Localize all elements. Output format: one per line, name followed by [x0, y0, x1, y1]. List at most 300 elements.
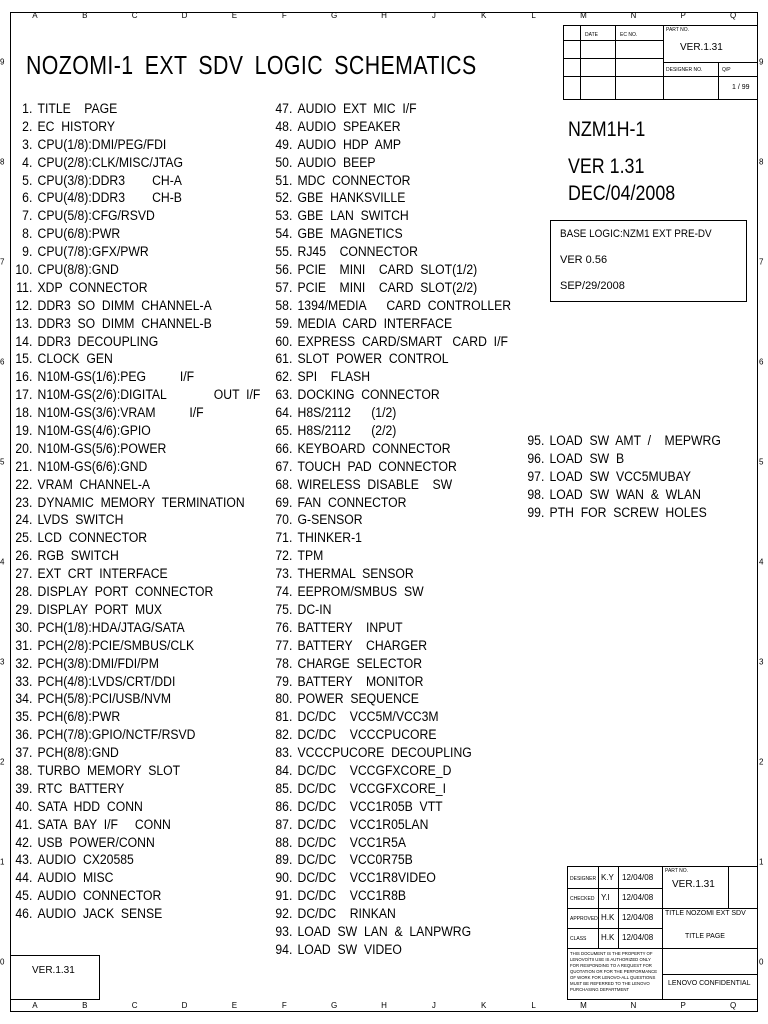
index-number: 60.: [275, 333, 293, 350]
index-text: N10M-GS(3/6):VRAM I/F: [37, 405, 204, 422]
index-entry: [10, 316, 260, 334]
ruler-number: 9: [0, 57, 5, 67]
index-text: SLOT POWER CONTROL: [297, 351, 449, 368]
index-entry: [10, 405, 260, 423]
index-entry: [10, 888, 260, 906]
index-entry: [270, 835, 511, 853]
index-entry: [10, 387, 260, 405]
index-text: TPM: [297, 548, 324, 565]
index-entry: [10, 477, 260, 495]
index-number: 24.: [15, 512, 33, 529]
index-entry: [10, 208, 260, 226]
ruler-letter: E: [231, 11, 238, 20]
header-sheet-label: Q/P: [722, 67, 731, 73]
index-text: VCCCPUCORE DECOUPLING: [297, 745, 472, 762]
index-text: CPU(5/8):CFG/RSVD: [37, 208, 155, 225]
index-entry: [10, 459, 260, 477]
confidential-label: LENOVO CONFIDENTIAL: [668, 980, 751, 987]
index-number: 4.: [22, 154, 33, 171]
index-text: EXT CRT INTERFACE: [37, 566, 168, 583]
index-text: DC/DC VCC1R05B VTT: [297, 798, 443, 815]
index-number: 13.: [15, 315, 33, 332]
index-number: 94.: [275, 941, 293, 958]
index-number: 23.: [15, 494, 33, 511]
index-number: 44.: [15, 870, 33, 887]
ruler-letter: F: [281, 11, 287, 20]
approved-label: APPROVED: [570, 916, 598, 922]
index-text: AUDIO EXT MIC I/F: [297, 101, 417, 117]
ruler-letter: N: [630, 11, 637, 20]
index-entry: [270, 691, 511, 709]
index-text: PCH(8/8):GND: [37, 745, 119, 762]
ruler-number: 7: [759, 257, 764, 267]
project-date: DEC/04/2008: [568, 182, 676, 205]
index-text: PCH(3/8):DMI/FDI/PM: [37, 655, 159, 672]
ruler-letter: J: [431, 11, 436, 20]
index-text: DISPLAY PORT CONNECTOR: [37, 584, 214, 601]
index-text: DC/DC VCCGFXCORE_D: [297, 762, 452, 779]
index-text: DC/DC VCCCPUCORE: [297, 727, 437, 744]
ruler-letter: C: [131, 1001, 138, 1010]
index-entry: [10, 173, 260, 191]
index-entry: [270, 745, 511, 763]
index-entry: [10, 906, 260, 924]
index-text: RGB SWITCH: [37, 548, 119, 565]
index-entry: [10, 781, 260, 799]
ruler-number: 3: [0, 657, 5, 667]
index-entry: [270, 584, 511, 602]
index-entry: [10, 298, 260, 316]
index-text: PCH(5/8):PCI/USB/NVM: [37, 691, 172, 708]
index-number: 52.: [275, 190, 293, 207]
index-number: 2.: [22, 118, 33, 135]
index-text: DC/DC RINKAN: [297, 906, 396, 923]
ruler-letter: P: [680, 11, 686, 20]
index-number: 47.: [275, 101, 293, 117]
index-text: N10M-GS(1/6):PEG I/F: [37, 369, 195, 386]
ruler-number: 5: [759, 457, 764, 467]
index-text: USB POWER/CONN: [37, 834, 155, 851]
index-number: 71.: [275, 530, 293, 547]
class-date: 12/04/08: [622, 933, 654, 942]
index-entry: [270, 244, 511, 262]
index-number: 66.: [275, 440, 293, 457]
checked-label: CHECKED: [570, 896, 595, 902]
index-number: 5.: [22, 172, 33, 189]
index-number: 33.: [15, 673, 33, 690]
ruler-letter: F: [281, 1001, 287, 1010]
index-number: 62.: [275, 369, 293, 386]
index-entry: [270, 155, 511, 173]
designer-initials: K.Y: [601, 873, 614, 882]
index-entry: [10, 835, 260, 853]
index-number: 93.: [275, 923, 293, 940]
index-text: AUDIO JACK SENSE: [37, 906, 163, 923]
designer-date: 12/04/08: [622, 873, 654, 882]
index-text: DC/DC VCCGFXCORE_I: [297, 780, 446, 797]
index-entry: [10, 566, 260, 584]
project-name: NZM1H-1: [568, 118, 646, 141]
index-entry: [270, 602, 511, 620]
index-text: N10M-GS(2/6):DIGITAL OUT I/F: [37, 387, 261, 404]
index-number: 37.: [15, 745, 33, 762]
index-entry: [270, 638, 511, 656]
index-text: 1394/MEDIA CARD CONTROLLER: [297, 297, 512, 314]
index-number: 99.: [527, 504, 545, 521]
index-entry: [10, 817, 260, 835]
ruler-letter: E: [231, 1001, 238, 1010]
drawing-page-title: TITLE PAGE: [685, 933, 725, 940]
index-entry: [270, 101, 511, 119]
index-text: MDC CONNECTOR: [297, 172, 411, 189]
index-number: 91.: [275, 888, 293, 905]
index-text: CPU(6/8):PWR: [37, 226, 121, 243]
index-text: DYNAMIC MEMORY TERMINATION: [37, 494, 245, 511]
index-entry: [522, 487, 721, 505]
index-number: 48.: [275, 118, 293, 135]
index-text: CHARGE SELECTOR: [297, 655, 423, 672]
index-entry: [270, 226, 511, 244]
index-entry: [270, 530, 511, 548]
header-designer-label: DESIGNER NO.: [666, 67, 703, 73]
index-entry: [270, 799, 511, 817]
base-logic-line3: SEP/29/2008: [560, 280, 625, 292]
index-entry: [270, 119, 511, 137]
index-number: 40.: [15, 798, 33, 815]
index-entry: [270, 459, 511, 477]
index-entry: [10, 584, 260, 602]
index-number: 87.: [275, 816, 293, 833]
index-number: 17.: [15, 387, 33, 404]
ruler-letter: B: [82, 1001, 88, 1010]
index-number: 63.: [275, 387, 293, 404]
index-text: SATA BAY I/F CONN: [37, 816, 171, 833]
index-number: 22.: [15, 476, 33, 493]
index-text: CPU(4/8):DDR3 CH-B: [37, 190, 182, 207]
index-entry: [10, 638, 260, 656]
index-text: BATTERY CHARGER: [297, 637, 428, 654]
index-text: CPU(1/8):DMI/PEG/FDI: [37, 136, 167, 153]
index-number: 15.: [15, 351, 33, 368]
ruler-number: 1: [759, 857, 764, 867]
index-text: SATA HDD CONN: [37, 798, 143, 815]
index-number: 27.: [15, 566, 33, 583]
index-text: DC/DC VCC1R8B: [297, 888, 407, 905]
index-text: PCH(1/8):HDA/JTAG/SATA: [37, 619, 185, 636]
index-entry: [270, 405, 511, 423]
index-number: 39.: [15, 780, 33, 797]
index-number: 58.: [275, 297, 293, 314]
index-number: 7.: [22, 208, 33, 225]
index-number: 42.: [15, 834, 33, 851]
index-number: 74.: [275, 584, 293, 601]
index-entry: [10, 656, 260, 674]
index-text: THINKER-1: [297, 530, 362, 547]
index-number: 79.: [275, 673, 293, 690]
index-text: CPU(8/8):GND: [37, 262, 119, 279]
index-number: 8.: [22, 226, 33, 243]
index-number: 95.: [527, 433, 545, 449]
ruler-number: 8: [0, 157, 5, 167]
base-logic-line2: VER 0.56: [560, 254, 608, 266]
index-text: LCD CONNECTOR: [37, 530, 148, 547]
index-number: 75.: [275, 601, 293, 618]
index-entry: [10, 674, 260, 692]
index-text: MEDIA CARD INTERFACE: [297, 315, 453, 332]
ruler-number: 8: [759, 157, 764, 167]
index-number: 56.: [275, 262, 293, 279]
ruler-number: 4: [0, 557, 5, 567]
index-text: AUDIO HDP AMP: [297, 136, 402, 153]
index-number: 16.: [15, 369, 33, 386]
index-number: 92.: [275, 906, 293, 923]
index-entry: [10, 548, 260, 566]
index-number: 78.: [275, 655, 293, 672]
index-number: 43.: [15, 852, 33, 869]
header-date-label: DATE: [585, 32, 598, 38]
index-text: DC/DC VCC1R8VIDEO: [297, 870, 436, 887]
index-entry: [10, 691, 260, 709]
index-entry: [10, 119, 260, 137]
index-number: 83.: [275, 745, 293, 762]
ruler-letter: J: [431, 1001, 436, 1010]
index-entry: [270, 906, 511, 924]
index-entry: [10, 101, 260, 119]
index-text: LOAD SW VCC5MUBAY: [549, 468, 691, 485]
index-number: 96.: [527, 450, 545, 467]
index-text: EXPRESS CARD/SMART CARD I/F: [297, 333, 508, 350]
index-text: AUDIO CX20585: [37, 852, 134, 869]
bottom-ruler: [10, 1000, 758, 1012]
index-text: POWER SEQUENCE: [297, 691, 419, 708]
index-number: 26.: [15, 548, 33, 565]
index-number: 29.: [15, 601, 33, 618]
index-entry: [270, 262, 511, 280]
index-entry: [270, 817, 511, 835]
index-text: CLOCK GEN: [37, 351, 113, 368]
index-text: DC/DC VCC0R75B: [297, 852, 413, 869]
index-entry: [270, 316, 511, 334]
index-text: DDR3 DECOUPLING: [37, 333, 159, 350]
index-number: 53.: [275, 208, 293, 225]
index-number: 25.: [15, 530, 33, 547]
index-text: EC HISTORY: [37, 118, 116, 135]
index-entry: [270, 495, 511, 513]
index-text: BATTERY MONITOR: [297, 673, 424, 690]
index-entry: [10, 262, 260, 280]
index-entry: [522, 469, 721, 487]
index-entry: [10, 190, 260, 208]
class-label: CLASS: [570, 936, 587, 942]
index-number: 82.: [275, 727, 293, 744]
index-text: N10M-GS(6/6):GND: [37, 458, 148, 475]
index-entry: [270, 387, 511, 405]
index-text: VRAM CHANNEL-A: [37, 476, 151, 493]
index-text: THERMAL SENSOR: [297, 566, 414, 583]
checked-date: 12/04/08: [622, 893, 654, 902]
index-number: 6.: [22, 190, 33, 207]
index-number: 89.: [275, 852, 293, 869]
index-text: BATTERY INPUT: [297, 619, 403, 636]
left-ruler: [0, 12, 10, 1012]
index-column-1: [10, 101, 301, 924]
index-text: LVDS SWITCH: [37, 512, 124, 529]
index-text: CPU(3/8):DDR3 CH-A: [37, 172, 182, 189]
page-title: NOZOMI-1 EXT SDV LOGIC SCHEMATICS: [26, 50, 477, 80]
ruler-letter: Q: [729, 11, 737, 20]
index-text: LOAD SW LAN & LANPWRG: [297, 923, 472, 940]
ruler-letter: D: [181, 11, 188, 20]
index-number: 55.: [275, 244, 293, 261]
ruler-letter: H: [381, 1001, 387, 1010]
ruler-letter: P: [680, 1001, 686, 1010]
index-number: 50.: [275, 154, 293, 171]
index-number: 98.: [527, 486, 545, 503]
index-number: 81.: [275, 709, 293, 726]
index-entry: [270, 441, 511, 459]
index-text: N10M-GS(4/6):GPIO: [37, 423, 151, 440]
index-number: 76.: [275, 619, 293, 636]
ruler-letter: K: [481, 11, 487, 20]
ruler-letter: D: [181, 1001, 188, 1010]
index-text: KEYBOARD CONNECTOR: [297, 440, 451, 457]
index-column-3: [522, 433, 753, 522]
index-entry: [270, 477, 511, 495]
header-version: VER.1.31: [680, 42, 723, 53]
index-text: PCH(2/8):PCIE/SMBUS/CLK: [37, 637, 195, 654]
index-number: 84.: [275, 762, 293, 779]
index-entry: [270, 656, 511, 674]
index-number: 54.: [275, 226, 293, 243]
index-entry: [10, 280, 260, 298]
index-text: PTH FOR SCREW HOLES: [549, 504, 707, 521]
index-text: CPU(2/8):CLK/MISC/JTAG: [37, 154, 184, 171]
index-number: 41.: [15, 816, 33, 833]
index-entry: [10, 745, 260, 763]
ruler-number: 6: [0, 357, 5, 367]
ruler-letter: L: [531, 11, 536, 20]
index-text: FAN CONNECTOR: [297, 494, 407, 511]
ruler-letter: C: [131, 11, 138, 20]
index-text: PCH(4/8):LVDS/CRT/DDI: [37, 673, 176, 690]
ruler-letter: A: [32, 11, 38, 20]
ruler-number: 1: [0, 857, 5, 867]
index-entry: [270, 942, 511, 960]
index-entry: [10, 530, 260, 548]
index-text: PCH(7/8):GPIO/NCTF/RSVD: [37, 727, 196, 744]
index-number: 3.: [22, 136, 33, 153]
index-text: LOAD SW B: [549, 450, 625, 467]
index-entry: [270, 137, 511, 155]
index-number: 64.: [275, 405, 293, 422]
index-text: XDP CONNECTOR: [37, 279, 148, 296]
index-text: WIRELESS DISABLE SW: [297, 476, 453, 493]
index-number: 67.: [275, 458, 293, 475]
index-number: 68.: [275, 476, 293, 493]
index-entry: [522, 451, 721, 469]
index-entry: [270, 208, 511, 226]
ruler-letter: H: [381, 11, 387, 20]
index-number: 36.: [15, 727, 33, 744]
index-text: PCIE MINI CARD SLOT(1/2): [297, 262, 478, 279]
index-number: 70.: [275, 512, 293, 529]
ruler-number: 3: [759, 657, 764, 667]
index-number: 46.: [15, 906, 33, 923]
index-text: SPI FLASH: [297, 369, 371, 386]
index-text: LOAD SW WAN & WLAN: [549, 486, 701, 503]
ruler-letter: G: [331, 1001, 338, 1010]
index-number: 38.: [15, 762, 33, 779]
index-number: 72.: [275, 548, 293, 565]
ruler-number: 0: [0, 957, 5, 967]
index-entry: [270, 870, 511, 888]
index-text: AUDIO SPEAKER: [297, 118, 401, 135]
ruler-letter: L: [531, 1001, 536, 1010]
index-entry: [10, 512, 260, 530]
index-text: N10M-GS(5/6):POWER: [37, 440, 167, 457]
index-entry: [10, 763, 260, 781]
property-notice: THIS DOCUMENT IS THE PROPERTY OF LENOVO/TII USE IS AUTHORIZED ONLY FOR RESPONDING TO A REQUEST FOR QUOTATION OR FOR THE PERFORMANCE OF WORK FOR LENOVO-ALL QUESTIONS MUST BE REFERRED TO THE LENOVO PURCHASING DEPARTMENT: [570, 951, 658, 992]
index-entry: [270, 173, 511, 191]
bottom-left-version: VER.1.31: [32, 965, 75, 976]
index-entry: [10, 441, 260, 459]
index-text: TURBO MEMORY SLOT: [37, 762, 181, 779]
index-text: AUDIO MISC: [37, 870, 114, 887]
index-number: 90.: [275, 870, 293, 887]
index-number: 49.: [275, 136, 293, 153]
index-number: 51.: [275, 172, 293, 189]
index-number: 73.: [275, 566, 293, 583]
index-text: AUDIO BEEP: [297, 154, 376, 171]
index-entry: [10, 226, 260, 244]
index-text: DOCKING CONNECTOR: [297, 387, 440, 404]
ruler-letter: M: [580, 1001, 587, 1010]
index-entry: [270, 423, 511, 441]
index-entry: [10, 602, 260, 620]
approved-date: 12/04/08: [622, 913, 654, 922]
index-number: 32.: [15, 655, 33, 672]
index-number: 88.: [275, 834, 293, 851]
index-text: DC/DC VCC1R5A: [297, 834, 407, 851]
index-entry: [270, 512, 511, 530]
index-number: 21.: [15, 458, 33, 475]
index-entry: [10, 423, 260, 441]
header-partno-label: PART NO.: [666, 27, 690, 33]
index-number: 57.: [275, 279, 293, 296]
ruler-letter: M: [580, 11, 587, 20]
index-number: 80.: [275, 691, 293, 708]
index-number: 30.: [15, 619, 33, 636]
index-text: DDR3 SO DIMM CHANNEL-A: [37, 297, 212, 314]
index-text: DDR3 SO DIMM CHANNEL-B: [37, 315, 212, 332]
index-entry: [10, 137, 260, 155]
index-entry: [270, 280, 511, 298]
index-entry: [270, 781, 511, 799]
ruler-number: 6: [759, 357, 764, 367]
part-no-label: PART NO.: [665, 868, 689, 874]
top-ruler: [10, 10, 758, 22]
sheet-number: 1 / 99: [732, 84, 750, 91]
index-number: 97.: [527, 468, 545, 485]
index-text: H8S/2112 (2/2): [297, 423, 397, 440]
ruler-letter: K: [481, 1001, 487, 1010]
index-entry: [10, 870, 260, 888]
index-entry: [10, 334, 260, 352]
right-ruler: [759, 12, 768, 1012]
class-initials: H.K: [601, 933, 615, 942]
index-text: LOAD SW AMT / MEPWRG: [549, 433, 721, 449]
title-block-version: VER.1.31: [672, 879, 715, 890]
